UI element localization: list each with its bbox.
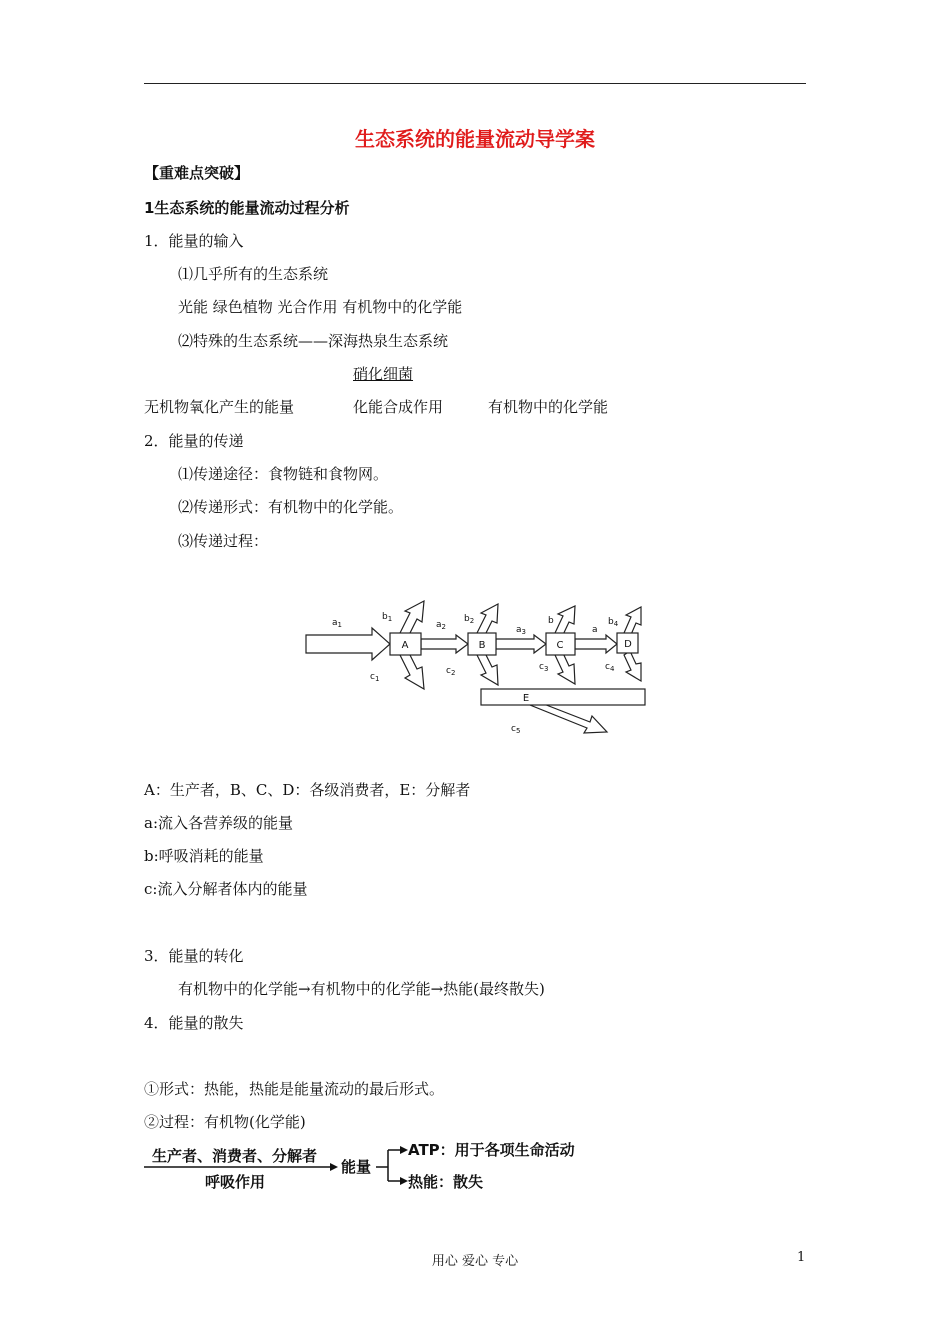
- svg-text:a3: $a_3$: [516, 625, 526, 636]
- page-title: 生态系统的能量流动导学案: [355, 127, 595, 151]
- organic-chem-energy: 有机物中的化学能: [488, 398, 609, 416]
- box-b-label: B: [478, 640, 486, 651]
- box-a-label: A: [401, 640, 409, 651]
- dissipation-form: ①形式：热能，热能是能量流动的最后形式。: [144, 1080, 445, 1098]
- chemosynthesis: 化能合成作用: [353, 398, 444, 416]
- input-heading: 1．能量的输入: [144, 232, 244, 250]
- arrow-c1: [400, 651, 424, 689]
- arrow-c4: [624, 651, 641, 681]
- box-e-label: E: [522, 693, 530, 704]
- bacteria-label: 硝化细菌: [353, 365, 414, 383]
- inorganic-energy: 无机物氧化产生的能量: [144, 398, 295, 416]
- transfer-heading: 2．能量的传递: [144, 432, 244, 450]
- svg-text:b4: $b_4$: [608, 617, 619, 628]
- arrow-b2: [477, 604, 498, 637]
- arrow-c2: [477, 651, 498, 685]
- arrow-b1: [400, 601, 424, 637]
- box-c-label: C: [556, 640, 564, 651]
- arrow-c5: [530, 701, 607, 733]
- input-item1: ⑴几乎所有的生态系统: [178, 265, 329, 283]
- svg-text:a1: $a_1$: [332, 618, 342, 629]
- energy-label: 能量: [341, 1158, 372, 1176]
- resp-top-label: 生产者、消费者、分解者: [152, 1147, 318, 1165]
- section-heading: 【重难点突破】: [144, 164, 250, 182]
- legend-line-4: c:流入分解者体内的能量: [144, 880, 308, 898]
- conversion-heading: 3．能量的转化: [144, 947, 244, 965]
- svg-text:c3: $c_3$: [539, 662, 549, 673]
- svg-text:a: a: [592, 625, 598, 635]
- page-footer: 用心 爱心 专心: [431, 1254, 519, 1269]
- svg-text:c5: $c_5$: [511, 724, 521, 735]
- atp-label: ATP：用于各项生命活动: [408, 1141, 575, 1159]
- svg-text:b: b: [548, 616, 554, 626]
- svg-text:b2: $b_2$: [464, 614, 475, 625]
- arrow-b3: [555, 606, 575, 637]
- subheading: 1生态系统的能量流动过程分析: [144, 199, 350, 217]
- svg-text:c2: $c_2$: [446, 666, 456, 677]
- transfer-path: ⑴传递途径：食物链和食物网。: [178, 465, 389, 483]
- transfer-process: ⑶传递过程：: [178, 532, 269, 550]
- svg-text:c1: $c_1$: [370, 672, 380, 683]
- heat-label: 热能：散失: [408, 1173, 484, 1191]
- legend-line-1: A：生产者，B、C、D：各级消费者，E：分解者: [144, 781, 471, 799]
- arrow-c3: [555, 651, 575, 684]
- dissipation-heading: 4．能量的散失: [144, 1014, 244, 1032]
- header-rule: [144, 83, 806, 84]
- svg-text:c4: $c_4$: [605, 662, 615, 673]
- arrow-a2: [421, 635, 468, 653]
- box-d-label: D: [624, 639, 632, 650]
- arrow-a3: [496, 635, 546, 653]
- svg-text:b1: $b_1$: [382, 612, 393, 623]
- conversion-text: 有机物中的化学能→有机物中的化学能→热能(最终散失): [178, 980, 545, 998]
- energy-flow-diagram: [300, 595, 660, 745]
- page-number: 1: [797, 1250, 806, 1265]
- arrow-a1: [306, 628, 390, 660]
- input-item1-flow: 光能 绿色植物 光合作用 有机物中的化学能: [178, 298, 463, 316]
- legend-line-2: a:流入各营养级的能量: [144, 814, 293, 832]
- arrow-a4: [575, 635, 617, 653]
- input-item2: ⑵特殊的生态系统——深海热泉生态系统: [178, 332, 449, 350]
- resp-bottom-label: 呼吸作用: [205, 1173, 266, 1191]
- legend-line-3: b:呼吸消耗的能量: [144, 847, 264, 865]
- svg-text:a2: $a_2$: [436, 620, 446, 631]
- box-e: [481, 689, 645, 705]
- respiration-diagram: [140, 1136, 600, 1200]
- dissipation-process: ②过程：有机物(化学能): [144, 1113, 306, 1131]
- transfer-form: ⑵传递形式：有机物中的化学能。: [178, 498, 404, 516]
